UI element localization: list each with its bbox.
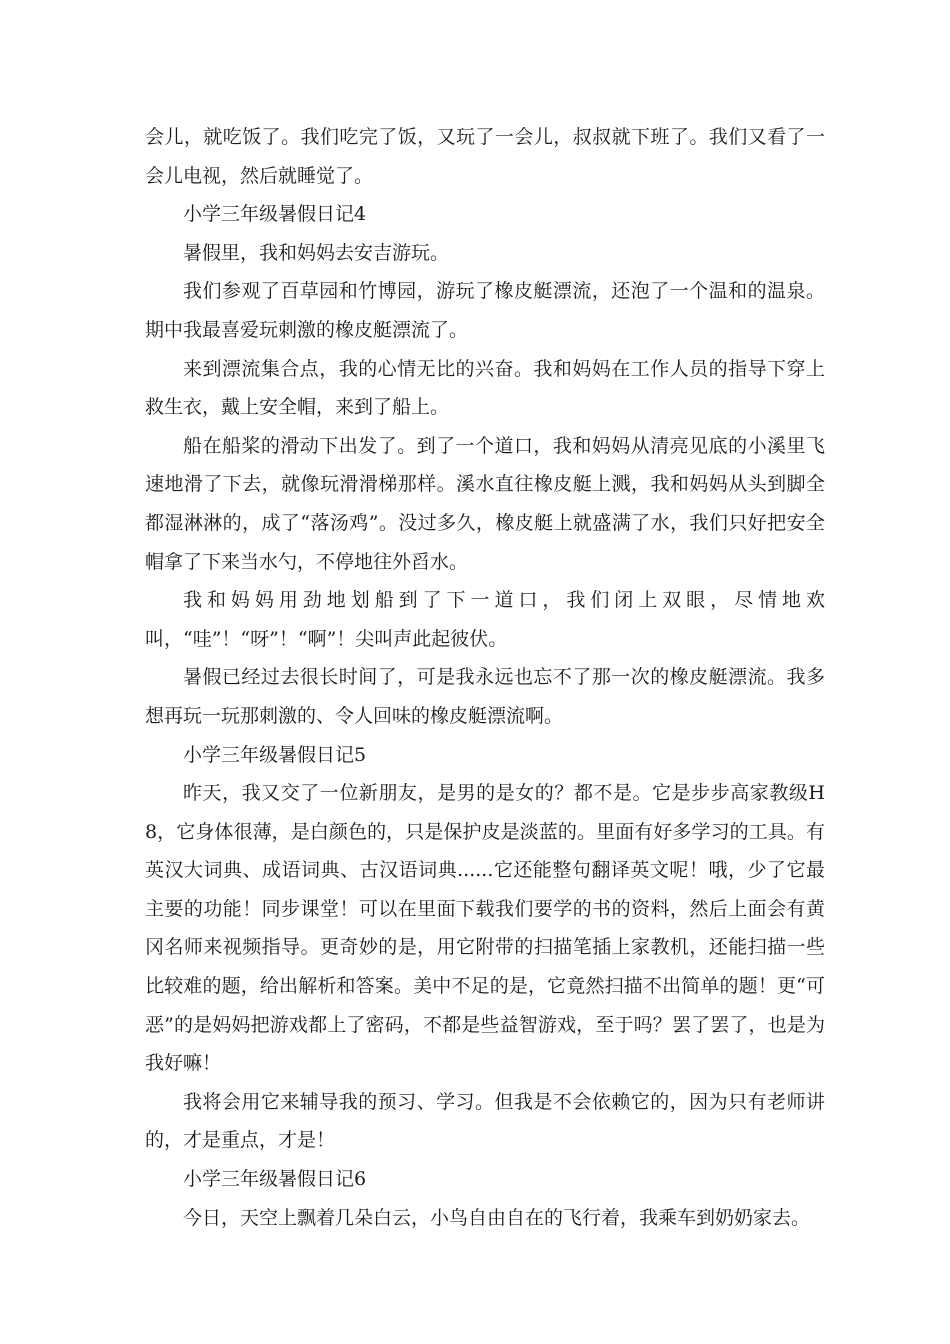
- paragraph: 今日，天空上飘着几朵白云，小鸟自由自在的飞行着，我乘车到奶奶家去。: [183, 1206, 811, 1229]
- paragraph: 我将会用它来辅导我的预习、学习。但我是不会依赖它的，因为只有老师讲的，才是重点，才是！: [145, 1090, 825, 1152]
- diary-heading-4: 小学三年级暑假日记4: [183, 203, 367, 226]
- paragraph: 暑假已经过去很长时间了，可是我永远也忘不了那一次的橡皮艇漂流。我多想再玩一玩那刺激的、令人回味的橡皮艇漂流啊。: [145, 666, 825, 727]
- diary-heading-6: 小学三年级暑假日记6: [183, 1168, 367, 1191]
- paragraph: 船在船桨的滑动下出发了。到了一个道口，我和妈妈从清亮见底的小溪里飞速地滑了下去，就像玩滑滑梯那样。溪水直往橡皮艇上溅，我和妈妈从头到脚全都湿淋淋的，成了“落汤鸡”。没过多久，橡皮艇上就盛满了水，我们只好把安全帽拿了下来当水勺，不停地往外舀水。: [145, 434, 825, 573]
- paragraph: 暑假里，我和妈妈去安吉游玩。: [183, 241, 450, 264]
- diary-heading-5: 小学三年级暑假日记5: [183, 743, 367, 766]
- paragraph: 我们参观了百草园和竹博园，游玩了橡皮艇漂流，还泡了一个温和的温泉。期中我最喜爱玩刺激的橡皮艇漂流了。: [145, 280, 825, 341]
- paragraph: 我和妈妈用劲地划船到了下一道口，我们闭上双眼，尽情地欢叫，“哇”！“呀”！“啊”！尖叫声此起彼伏。: [145, 589, 825, 650]
- paragraph: 来到漂流集合点，我的心情无比的兴奋。我和妈妈在工作人员的指导下穿上救生衣，戴上安全帽，来到了船上。: [145, 357, 825, 419]
- paragraph: 昨天，我又交了一位新朋友，是男的是女的？都不是。它是步步高家教级H8，它身体很薄，是白颜色的，只是保护皮是淡蓝的。里面有好多学习的工具。有英汉大词典、成语词典、古汉语词典......它还能整句翻译英文呢！哦，少了它最主要的功能！同步课堂！可以在里面下载我们要学的书的资料，然后上面会有黄冈名师来视频指导。更奇妙的是，用它附带的扫描笔插上家教机，还能扫描一些比较难的题，给出解析和答案。美中不足的是，它竟然扫描不出简单的题！更“可恶”的是妈妈把游戏都上了密码，不都是些益智游戏，至于吗？罢了罢了，也是为我好嘛！: [145, 782, 825, 1075]
- paragraph-continuation: 会儿，就吃饭了。我们吃完了饭，又玩了一会儿，叔叔就下班了。我们又看了一会儿电视，然后就睡觉了。: [145, 126, 825, 187]
- document-body: [145, 118, 825, 1237]
